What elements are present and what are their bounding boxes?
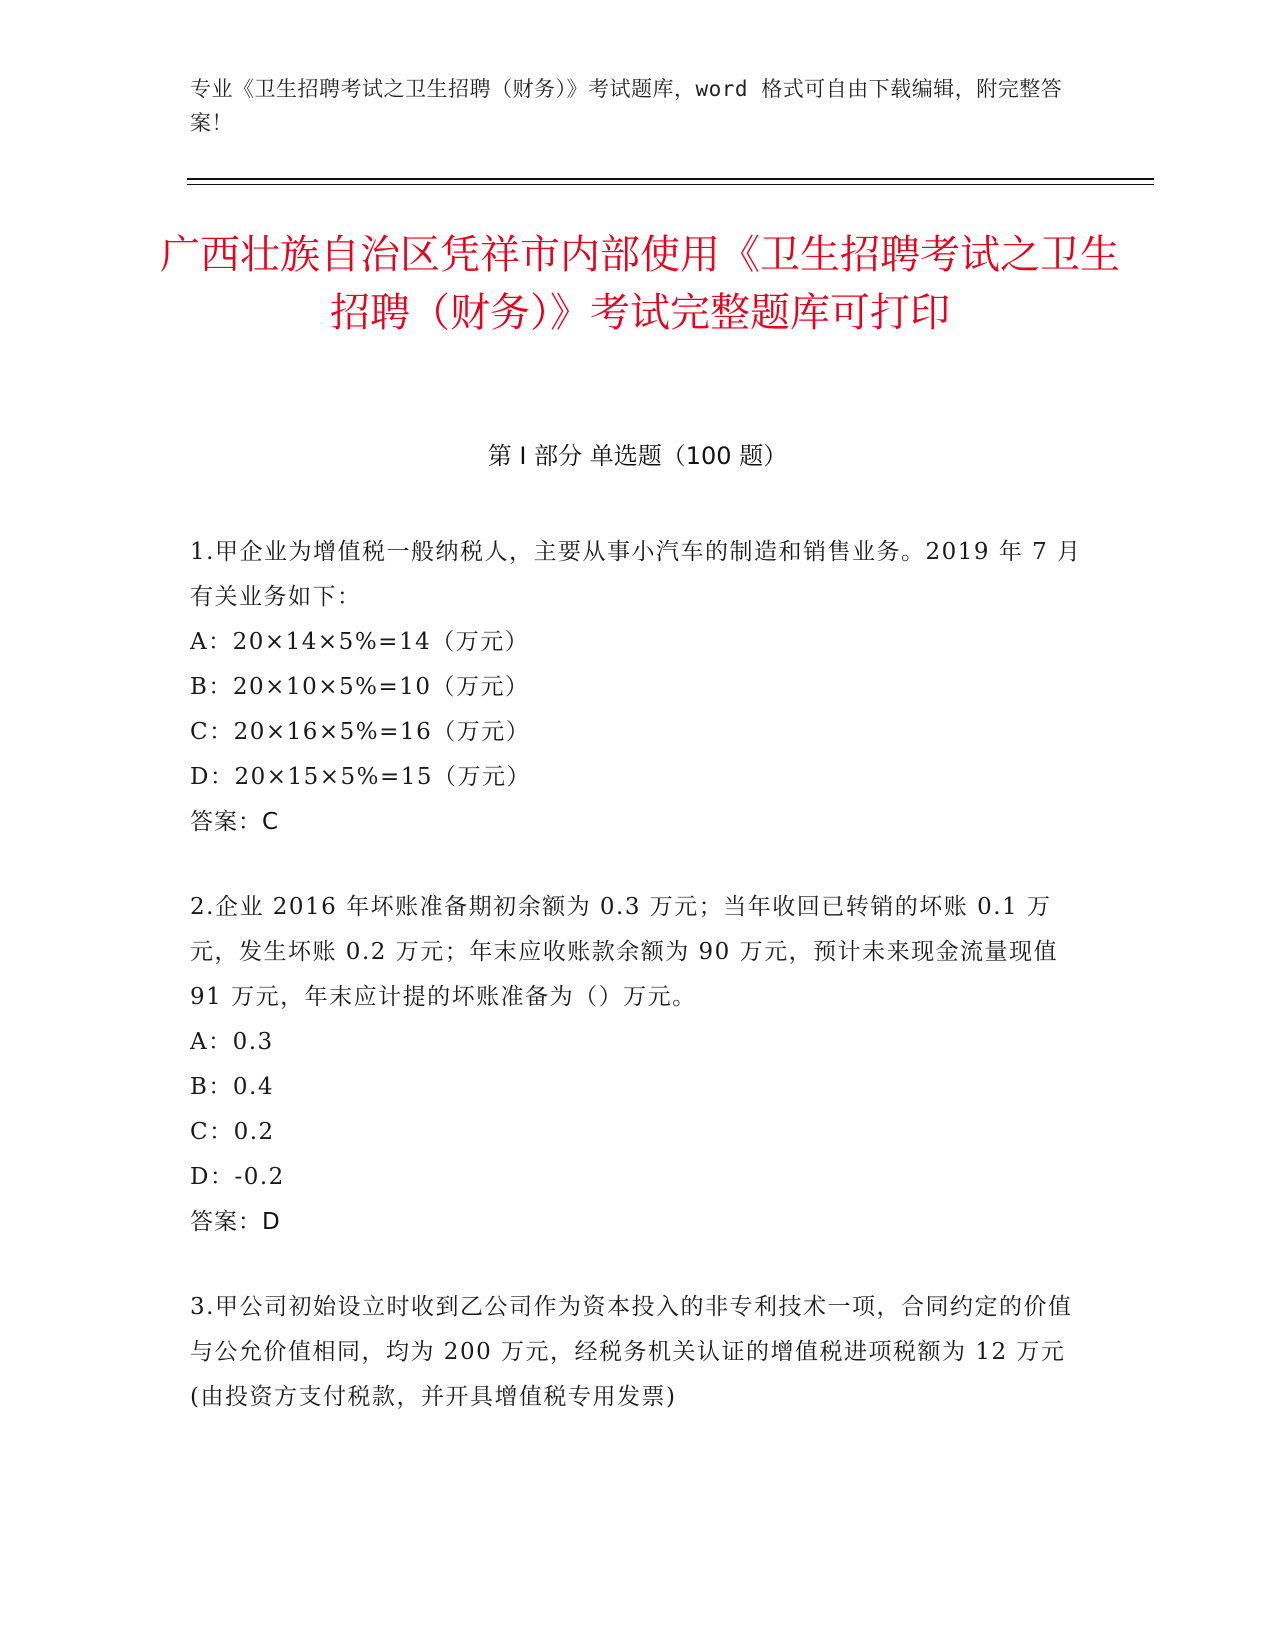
answer-line: 答案：D	[190, 1209, 281, 1235]
answer-line: 答案：C	[190, 809, 280, 835]
question-stem: 3.甲公司初始设立时收到乙公司作为资本投入的非专利技术一项，合同约定的价值与公允价值相同，均为 200 万元，经税务机关认证的增值税进项税额为 12 万元(由投资方支付税款，并开具增值税专用发票)	[190, 1294, 1073, 1410]
question-stem: 2.企业 2016 年坏账准备期初余额为 0.3 万元；当年收回已转销的坏账 0.1 万元，发生坏账 0.2 万元；年末应收账款余额为 90 万元，预计未来现金流量现值 91 万元，年末应计提的坏账准备为（）万元。	[190, 894, 1059, 1010]
option-d: D：-0.2	[190, 1164, 285, 1190]
question-list	[190, 530, 1090, 1460]
header-note: 专业《卫生招聘考试之卫生招聘（财务）》考试题库，word 格式可自由下载编辑，附完整答案！	[190, 77, 1063, 135]
option-a: A：0.3	[190, 1029, 274, 1055]
option-d: D：20×15×5%=15（万元）	[190, 764, 532, 790]
option-c: C：0.2	[190, 1119, 275, 1145]
header-divider-thin	[187, 184, 1154, 185]
option-b: B：0.4	[190, 1074, 274, 1100]
question-1	[190, 530, 1090, 845]
option-c: C：20×16×5%=16（万元）	[190, 719, 531, 745]
question-3	[190, 1285, 1090, 1420]
question-2	[190, 885, 1090, 1245]
document-title: 广西壮族自治区凭祥市内部使用《卫生招聘考试之卫生招聘（财务）》考试完整题库可打印	[160, 232, 1120, 336]
header-divider-thick	[187, 178, 1154, 180]
option-b: B：20×10×5%=10（万元）	[190, 674, 530, 700]
question-stem: 1.甲企业为增值税一般纳税人，主要从事小汽车的制造和销售业务。2019 年 7 月有关业务如下：	[190, 539, 1082, 610]
option-a: A：20×14×5%=14（万元）	[190, 629, 530, 655]
section-title: 第 I 部分 单选题（100 题）	[487, 442, 788, 470]
